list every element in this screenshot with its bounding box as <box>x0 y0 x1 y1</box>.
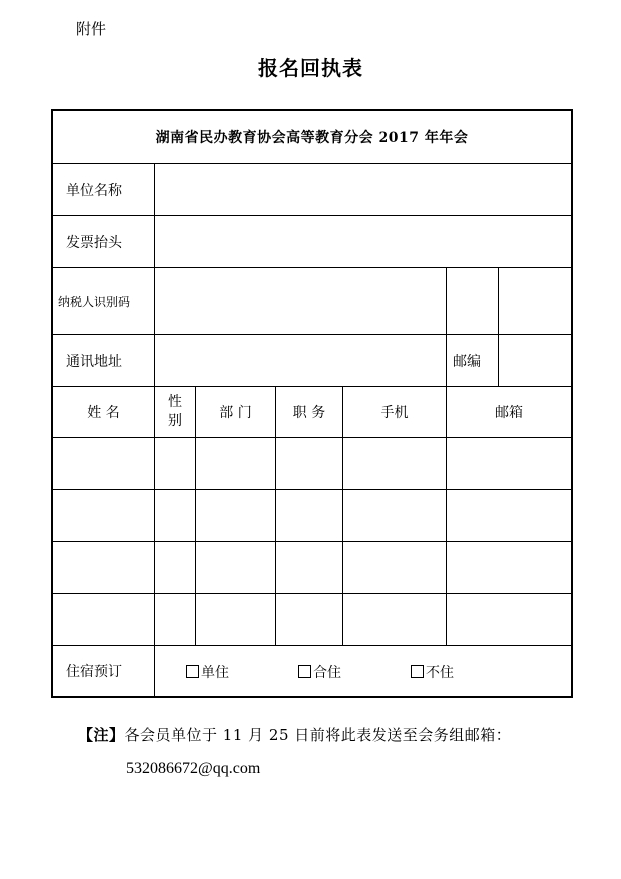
table-row[interactable] <box>53 542 571 593</box>
table-row[interactable] <box>53 438 571 489</box>
unit-name-field[interactable] <box>155 164 571 215</box>
checkbox-icon[interactable] <box>186 665 199 678</box>
note-text: 各会员单位于 11 月 25 日前将此表发送至会务组邮箱： <box>124 726 512 744</box>
invoice-title-label: 发票抬头 <box>66 234 122 251</box>
col-header-phone: 手机 <box>380 405 409 421</box>
col-header-department: 部 门 <box>219 405 252 421</box>
lodging-option-shared[interactable] <box>298 662 341 682</box>
unit-name-label: 单位名称 <box>66 182 122 199</box>
checkbox-icon[interactable] <box>411 665 424 678</box>
attachment-label: 附件 <box>76 20 107 38</box>
col-header-name: 姓 名 <box>87 405 120 421</box>
note <box>78 724 511 745</box>
col-divider <box>446 267 447 386</box>
lodging-option-single[interactable] <box>186 662 229 682</box>
postcode-field[interactable] <box>499 335 571 386</box>
contact-email[interactable]: 532086672@qq.com <box>126 760 261 777</box>
lodging-label: 住宿预订 <box>66 664 122 680</box>
lodging-option-label: 不住 <box>426 665 454 681</box>
table-row[interactable] <box>53 490 571 541</box>
postcode-label: 邮编 <box>453 353 481 370</box>
taxpayer-id-field[interactable] <box>155 268 446 334</box>
conference-name: 湖南省民办教育协会高等教育分会 2017 年年会 <box>155 130 469 146</box>
form-title: 报名回执表 <box>258 56 363 80</box>
taxpayer-id-label: 纳税人识别码 <box>58 294 131 309</box>
table-row[interactable] <box>53 594 571 645</box>
row-divider <box>52 645 572 646</box>
col-header-email: 邮箱 <box>495 405 523 421</box>
col-header-gender <box>155 387 195 437</box>
invoice-title-field[interactable] <box>155 216 571 267</box>
address-label: 通讯地址 <box>66 353 122 370</box>
note-bracket: 【注】 <box>78 726 125 744</box>
address-field[interactable] <box>155 335 446 386</box>
lodging-option-label: 单住 <box>201 665 229 681</box>
checkbox-icon[interactable] <box>298 665 311 678</box>
lodging-option-label: 合住 <box>313 665 341 681</box>
col-header-gender-text: 性 别 <box>168 394 182 429</box>
lodging-option-none[interactable] <box>411 662 454 682</box>
col-header-position: 职 务 <box>292 405 326 421</box>
